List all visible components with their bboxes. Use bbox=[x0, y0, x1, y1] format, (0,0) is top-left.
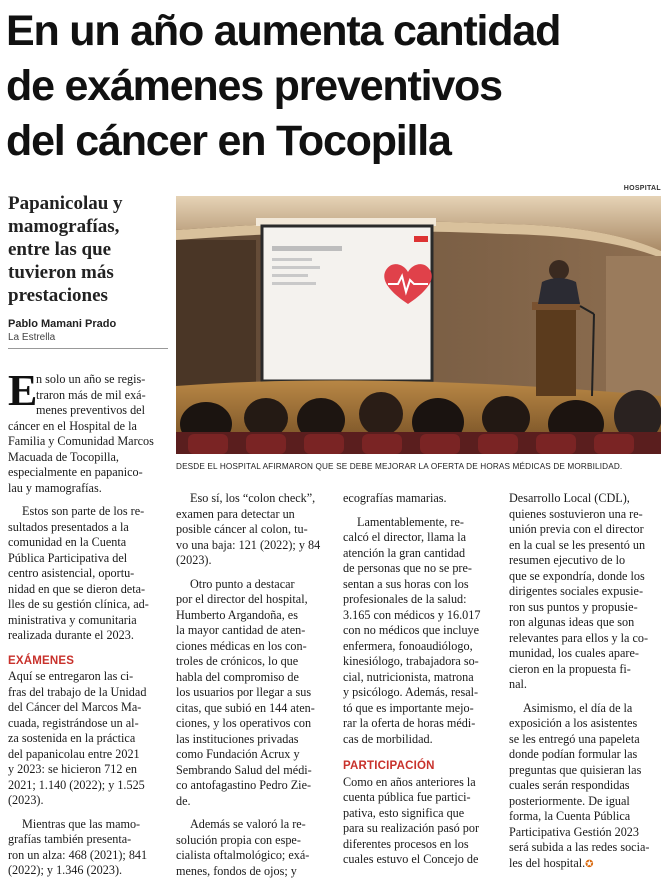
text-line-end: les del hospital. bbox=[509, 856, 585, 870]
text-line: cuada, registrándose un al- bbox=[8, 716, 168, 732]
text-line: ciones, y los operativos con bbox=[176, 716, 334, 732]
text-line: comunidad en la Cuenta bbox=[8, 535, 168, 551]
text-line: Como en años anteriores la bbox=[343, 775, 500, 791]
text-line: las instituciones privadas bbox=[176, 732, 334, 748]
paragraph bbox=[176, 817, 334, 879]
text-line: preguntas que quisieran las bbox=[509, 763, 663, 779]
text-line: sultados presentados a la bbox=[8, 520, 168, 536]
text-line: nidad en que se dieron deta- bbox=[8, 582, 168, 598]
text-line: cial, nutricionista, matrona bbox=[343, 670, 500, 686]
text-line: (2023). bbox=[8, 793, 168, 809]
column-2 bbox=[176, 491, 334, 879]
text-line: kinesiólogo, trabajadora so- bbox=[343, 654, 500, 670]
text-line bbox=[509, 856, 663, 873]
paragraph bbox=[8, 817, 168, 879]
text-line: rar la oferta de horas médi- bbox=[343, 716, 500, 732]
paragraph bbox=[8, 504, 168, 644]
kicker-line: Papanicolau y bbox=[8, 192, 168, 215]
text-line: n solo un año se regis- bbox=[8, 372, 168, 388]
text-line: posible cáncer al colon, tu- bbox=[176, 522, 334, 538]
text-line: exposición a los asistentes bbox=[509, 716, 663, 732]
text-line: será subida a las redes socia- bbox=[509, 840, 663, 856]
text-line: donde podían formular las bbox=[509, 747, 663, 763]
paragraph bbox=[343, 775, 500, 868]
paragraph bbox=[343, 491, 500, 507]
section-label: HOSPITAL bbox=[624, 185, 661, 192]
text-line: con no médicos que incluye bbox=[343, 623, 500, 639]
text-line: cáncer en el Hospital de la bbox=[8, 419, 168, 435]
text-line: relevantes para ellos y la co- bbox=[509, 631, 663, 647]
kicker-line: tuvieron más bbox=[8, 261, 168, 284]
text-line: diferentes procesos en los bbox=[343, 837, 500, 853]
text-line: ministrativa y comunitaria bbox=[8, 613, 168, 629]
text-line: de. bbox=[176, 794, 334, 810]
text-line: para su realización pasó por bbox=[343, 821, 500, 837]
text-line: lles de su gestión clínica, ad- bbox=[8, 597, 168, 613]
text-line: tó que es importante mejo- bbox=[343, 701, 500, 717]
text-line: habla del compromiso de bbox=[176, 670, 334, 686]
podium bbox=[536, 306, 576, 396]
text-line: Participativa Gestión 2023 bbox=[509, 825, 663, 841]
column-3 bbox=[343, 491, 500, 868]
paragraph bbox=[176, 577, 334, 810]
text-line: grafías también presenta- bbox=[8, 832, 168, 848]
text-line: centro asistencial, oportu- bbox=[8, 566, 168, 582]
kicker-line: prestaciones bbox=[8, 284, 168, 307]
text-line: (2023). bbox=[176, 553, 334, 569]
text-line: solución propia con espe- bbox=[176, 833, 334, 849]
text-line: ron algunas ideas que son bbox=[509, 615, 663, 631]
byline-author: Pablo Mamani Prado bbox=[8, 318, 116, 330]
byline-divider bbox=[8, 348, 168, 349]
text-line: traron más de mil exá- bbox=[8, 388, 168, 404]
text-line: Sembrando Salud del médi- bbox=[176, 763, 334, 779]
text-line: cuales estuvo el Concejo de bbox=[343, 852, 500, 868]
text-line: Mientras que las mamo- bbox=[8, 817, 168, 833]
text-line: Familia y Comunidad Marcos bbox=[8, 434, 168, 450]
text-line: especialmente en papanico- bbox=[8, 465, 168, 481]
text-line: ron un alza: 468 (2021); 841 bbox=[8, 848, 168, 864]
text-line: Estos son parte de los re- bbox=[8, 504, 168, 520]
headline-line: del cáncer en Tocopilla bbox=[6, 114, 661, 169]
text-line: Pública Participativa del bbox=[8, 551, 168, 567]
text-line: unión previa con el director bbox=[509, 522, 663, 538]
text-line: del papanicolau entre 2021 bbox=[8, 747, 168, 763]
text-line: realizada durante el 2023. bbox=[8, 628, 168, 644]
subhead-participacion: PARTICIPACIÓN bbox=[343, 759, 500, 775]
text-line: y psicólogo. Además, resal- bbox=[343, 685, 500, 701]
auditorium-scene bbox=[176, 196, 661, 454]
text-line: examen para detectar un bbox=[176, 507, 334, 523]
text-line: nal. bbox=[509, 677, 663, 693]
text-line: ciones médicas en los con- bbox=[176, 639, 334, 655]
text-line: cuenta pública fue partici- bbox=[343, 790, 500, 806]
text-line: del Cáncer del Marcos Ma- bbox=[8, 700, 168, 716]
text-line: se les entregó una papeleta bbox=[509, 732, 663, 748]
text-line: 3.165 con médicos y 16.017 bbox=[343, 608, 500, 624]
text-line: ecografías mamarias. bbox=[343, 491, 500, 507]
text-line: cas de morbilidad. bbox=[343, 732, 500, 748]
text-line: Humberto Argandoña, es bbox=[176, 608, 334, 624]
photo-caption: DESDE EL HOSPITAL AFIRMARON QUE SE DEBE MEJORAR LA OFERTA DE HORAS MÉDICAS DE MORBILIDAD. bbox=[176, 462, 661, 471]
headline-line: En un año aumenta cantidad bbox=[6, 4, 661, 59]
paragraph bbox=[343, 515, 500, 748]
text-line: (2022); y 1.346 (2023). bbox=[8, 863, 168, 879]
text-line: que se expondría, donde los bbox=[509, 569, 663, 585]
text-line: Otro punto a destacar bbox=[176, 577, 334, 593]
text-line: fras del trabajo de la Unidad bbox=[8, 685, 168, 701]
text-line: pativa, esto significa que bbox=[343, 806, 500, 822]
kicker bbox=[8, 192, 168, 307]
subhead-examenes: EXÁMENES bbox=[8, 654, 168, 670]
text-line: posteriormente. De igual bbox=[509, 794, 663, 810]
paragraph bbox=[176, 491, 334, 569]
kicker-line: entre las que bbox=[8, 238, 168, 261]
text-line: ron sus puntos y propusie- bbox=[509, 600, 663, 616]
text-line: Asimismo, el día de la bbox=[509, 701, 663, 717]
dropcap: E bbox=[8, 372, 34, 405]
text-line: 2021; 1.140 (2022); y 1.525 bbox=[8, 778, 168, 794]
text-line: calcó el director, llama la bbox=[343, 530, 500, 546]
text-line: resumen ejecutivo de lo bbox=[509, 553, 663, 569]
text-line: vo una baja: 121 (2022); y 84 bbox=[176, 538, 334, 554]
column-1 bbox=[8, 372, 168, 879]
text-line: Macuada de Tocopilla, bbox=[8, 450, 168, 466]
text-line: Desarrollo Local (CDL), bbox=[509, 491, 663, 507]
text-line: los usuarios por llegar a sus bbox=[176, 685, 334, 701]
text-line: dirigentes sociales expusie- bbox=[509, 584, 663, 600]
text-line: y 2023: se hicieron 712 en bbox=[8, 762, 168, 778]
text-line: Eso sí, los “colon check”, bbox=[176, 491, 334, 507]
text-line: cialista oftalmológico; exá- bbox=[176, 848, 334, 864]
text-line: menes, fondos de ojos; y bbox=[176, 864, 334, 879]
text-line: za sostenida en la práctica bbox=[8, 731, 168, 747]
kicker-line: mamografías, bbox=[8, 215, 168, 238]
end-mark-icon: ✪ bbox=[585, 859, 593, 870]
article-photo bbox=[176, 196, 661, 454]
text-line: por el director del hospital, bbox=[176, 592, 334, 608]
text-line: forma, la Cuenta Pública bbox=[509, 809, 663, 825]
text-line: Lamentablemente, re- bbox=[343, 515, 500, 531]
text-line: menes preventivos del bbox=[8, 403, 168, 419]
text-line: troles de crónicos, lo que bbox=[176, 654, 334, 670]
byline-outlet: La Estrella bbox=[8, 332, 55, 343]
text-line: en la cual se les presentó un bbox=[509, 538, 663, 554]
column-4 bbox=[509, 491, 663, 872]
text-line: lau y mamografías. bbox=[8, 481, 168, 497]
text-line: de personas que no se pre- bbox=[343, 561, 500, 577]
text-line: cuales serán respondidas bbox=[509, 778, 663, 794]
text-line: cieron en la propuesta fi- bbox=[509, 662, 663, 678]
text-line: munidad, los cuales apare- bbox=[509, 646, 663, 662]
headline bbox=[6, 4, 661, 169]
lead-paragraph bbox=[8, 372, 168, 496]
text-line: citas, que subió en 144 aten- bbox=[176, 701, 334, 717]
text-line: atención la gran cantidad bbox=[343, 546, 500, 562]
text-line: como Fundación Acrux y bbox=[176, 747, 334, 763]
paragraph bbox=[8, 669, 168, 809]
text-line: la mayor cantidad de aten- bbox=[176, 623, 334, 639]
text-line: enfermera, fonoaudiólogo, bbox=[343, 639, 500, 655]
headline-line: de exámenes preventivos bbox=[6, 59, 661, 114]
text-line: quienes sostuvieron una re- bbox=[509, 507, 663, 523]
text-line: Además se valoró la re- bbox=[176, 817, 334, 833]
text-line: sentan a sus horas con los bbox=[343, 577, 500, 593]
paragraph bbox=[509, 701, 663, 873]
text-line: profesionales de la salud: bbox=[343, 592, 500, 608]
text-line: Aquí se entregaron las ci- bbox=[8, 669, 168, 685]
paragraph bbox=[509, 491, 663, 693]
text-line: co antofagastino Pedro Zie- bbox=[176, 778, 334, 794]
